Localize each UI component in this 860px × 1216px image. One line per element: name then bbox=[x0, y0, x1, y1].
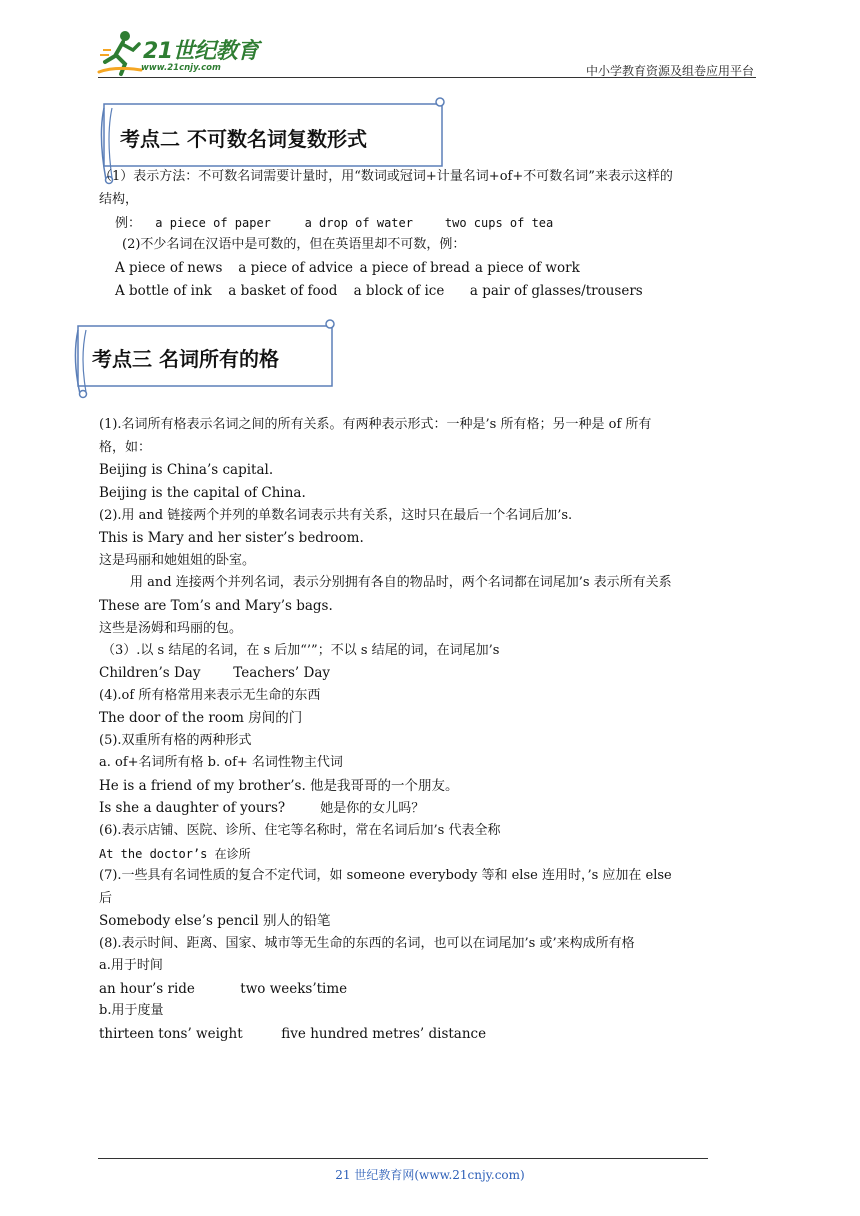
body-line: (5).双重所有格的两种形式 bbox=[99, 733, 252, 748]
section2-line-3: (2)不少名词在汉语中是可数的，但在英语里却不可数，例： bbox=[122, 237, 466, 252]
logo-text: 21世纪教育 bbox=[143, 39, 259, 64]
phrase-item: A bottle of ink bbox=[115, 283, 212, 299]
phrase-item: 她是你的女儿吗？ bbox=[320, 801, 425, 816]
phrase-item: Teachers’ Day bbox=[233, 665, 330, 681]
body-line: (7).一些具有名词性质的复合不定代词，如 someone everybody 等和 else 连用时，’s 应加在 else bbox=[99, 868, 672, 883]
example-item: a piece of paper bbox=[155, 216, 271, 230]
section2-line-2: 结构， bbox=[99, 192, 139, 207]
phrase-item: a basket of food bbox=[228, 283, 338, 299]
phrase-item: a piece of work bbox=[474, 260, 580, 276]
section2-row-2 bbox=[115, 282, 643, 300]
body-line: He is a friend of my brother’s. 他是我哥哥的一个朋友。 bbox=[99, 778, 459, 794]
body-line: (8).表示时间、距离、国家、城市等无生命的东西的名词，也可以在词尾加’s 或’来构成所有格 bbox=[99, 936, 635, 951]
phrase-item: A piece of news bbox=[115, 260, 223, 276]
section3-title-banner bbox=[70, 318, 338, 400]
phrase-item: thirteen tons’ weight bbox=[99, 1026, 243, 1042]
phrase-item: five hundred metres’ distance bbox=[281, 1026, 487, 1042]
body-line: (2).用 and 链接两个并列的单数名词表示共有关系，这时只在最后一个名词后加’s. bbox=[99, 508, 573, 523]
body-line-pair bbox=[99, 980, 347, 998]
phrase-item: a piece of bread bbox=[359, 260, 470, 276]
footer-divider bbox=[98, 1158, 708, 1159]
body-line: 用 and 连接两个并列名词，表示分别拥有各自的物品时，两个名词都在词尾加’s 表示所有关系 bbox=[130, 575, 672, 590]
section2-row-1 bbox=[115, 259, 580, 277]
footer-link[interactable]: 21 世纪教育网(www.21cnjy.com) bbox=[335, 1168, 525, 1182]
section2-line-1: （1）表示方法：不可数名词需要计量时，用“数词或冠词+计量名词+of+不可数名词”来表示这样的 bbox=[99, 169, 673, 184]
body-line: 这些是汤姆和玛丽的包。 bbox=[99, 621, 243, 636]
body-line-pair bbox=[99, 1025, 486, 1043]
phrase-item: Children’s Day bbox=[99, 665, 201, 681]
site-logo[interactable] bbox=[95, 28, 265, 80]
body-line: Beijing is the capital of China. bbox=[99, 485, 306, 501]
body-line: (1).名词所有格表示名词之间的所有关系。有两种表示形式：一种是’s 所有格；另一种是 of 所有 bbox=[99, 417, 652, 432]
body-line: (4).of 所有格常用来表示无生命的东西 bbox=[99, 688, 321, 703]
body-line: (6).表示店铺、医院、诊所、住宅等名称时，常在名词后加’s 代表全称 bbox=[99, 823, 501, 838]
header-platform-text: 中小学教育资源及组卷应用平台 bbox=[585, 64, 754, 78]
body-line: This is Mary and her sister’s bedroom. bbox=[99, 530, 364, 546]
logo-url: www.21cnjy.com bbox=[141, 63, 221, 73]
phrase-item: a piece of advice bbox=[238, 260, 354, 276]
body-line: 后 bbox=[99, 891, 113, 906]
section2-example-row bbox=[115, 214, 553, 233]
body-line: At the doctor’s 在诊所 bbox=[99, 847, 251, 861]
body-line: b.用于度量 bbox=[99, 1003, 164, 1018]
body-line: These are Tom’s and Mary’s bags. bbox=[99, 598, 333, 614]
body-line: The door of the room 房间的门 bbox=[99, 710, 303, 726]
phrase-item: two weeks’time bbox=[240, 981, 348, 997]
phrase-item: an hour’s ride bbox=[99, 981, 195, 997]
body-line: a. of+名词所有格 b. of+ 名词性物主代词 bbox=[99, 755, 343, 770]
body-line-pair bbox=[99, 799, 424, 818]
body-line: 格，如： bbox=[99, 440, 152, 455]
section3-title: 考点三 名词所有的格 bbox=[92, 347, 279, 371]
body-line: （3）.以 s 结尾的名词，在 s 后加“’”；不以 s 结尾的词，在词尾加’s bbox=[102, 643, 500, 658]
body-line: Somebody else’s pencil 别人的铅笔 bbox=[99, 913, 331, 929]
header-divider bbox=[98, 77, 756, 78]
body-line: Beijing is China’s capital. bbox=[99, 462, 274, 478]
example-label: 例： bbox=[115, 216, 142, 231]
example-item: a drop of water bbox=[304, 216, 413, 230]
phrase-item: Is she a daughter of yours? bbox=[99, 800, 286, 816]
phrase-item: a pair of glasses/trousers bbox=[469, 283, 643, 299]
section2-title: 考点二 不可数名词复数形式 bbox=[120, 127, 367, 151]
phrase-item: a block of ice bbox=[353, 283, 445, 299]
runner-icon bbox=[95, 28, 145, 78]
body-line: 这是玛丽和她姐姐的卧室。 bbox=[99, 553, 256, 568]
body-line: a.用于时间 bbox=[99, 958, 163, 973]
body-line-pair bbox=[99, 664, 330, 682]
example-item: two cups of tea bbox=[444, 216, 554, 230]
